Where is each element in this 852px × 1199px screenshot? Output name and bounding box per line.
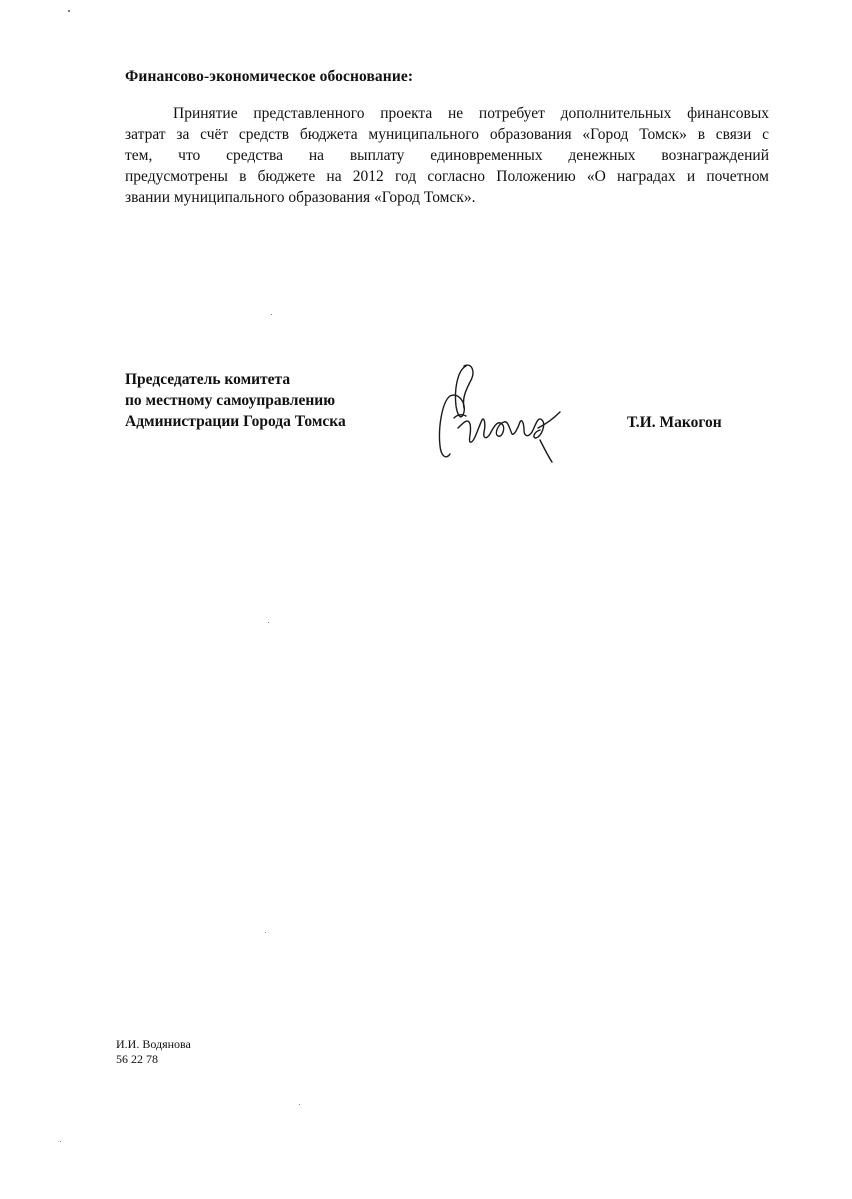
body-line: тем, что средства на выплату единовременных денежных вознаграждений — [125, 147, 769, 164]
handwritten-signature — [428, 358, 578, 468]
body-line: Принятие представленного проекта не потребует дополнительных финансовых — [173, 105, 769, 122]
section-heading: Финансово-экономическое обоснование: — [125, 68, 414, 85]
body-paragraph — [125, 103, 769, 208]
scan-speck — [60, 1141, 61, 1142]
body-line: звании муниципального образования «Город Томск». — [125, 189, 476, 206]
body-line: предусмотрены в бюджете на 2012 год согласно Положению «О наградах и почетном — [125, 168, 769, 185]
scan-speck — [299, 1104, 300, 1105]
scan-speck — [268, 622, 269, 623]
signatory-title-line: по местному самоуправлению — [125, 392, 336, 409]
signatory-title — [125, 369, 346, 432]
executor-footer — [116, 1037, 191, 1067]
scan-speck — [271, 314, 272, 315]
signatory-title-line: Администрации Города Томска — [125, 413, 346, 430]
body-line: затрат за счёт средств бюджета муниципального образования «Город Томск» в связи с — [125, 126, 769, 143]
scan-speck — [265, 932, 266, 933]
signatory-title-line: Председатель комитета — [125, 371, 291, 388]
executor-name: И.И. Водянова — [116, 1037, 191, 1051]
scan-speck — [68, 10, 70, 12]
signer-name: Т.И. Макогон — [627, 414, 722, 431]
executor-phone: 56 22 78 — [116, 1052, 158, 1066]
